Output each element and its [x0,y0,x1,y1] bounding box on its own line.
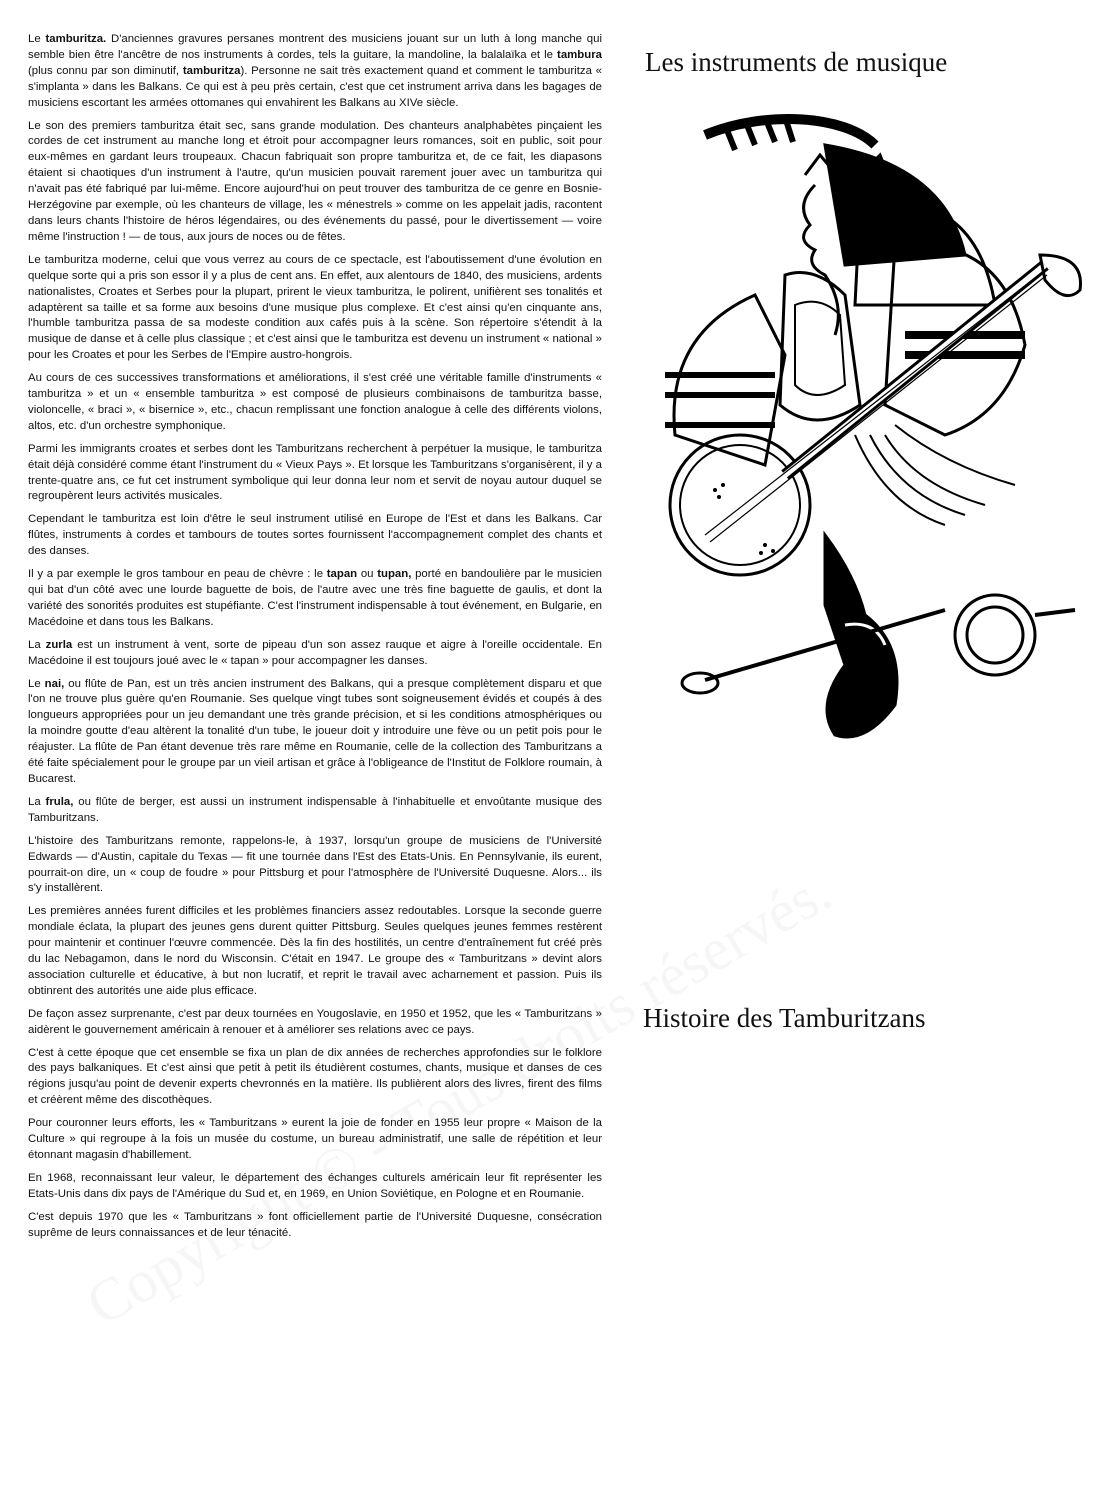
paragraph [28,795,602,827]
paragraph [28,567,602,631]
text-run: Pour couronner leurs efforts, les « Tamburitzans » eurent la joie de fonder en 1955 leur propre « Maison de la Culture » qui regroupe à la fois un musée du costume, un bureau administratif, une salle de répétition et leur étonnant magasin d'habillement. [28,1117,602,1161]
paragraph [28,1007,602,1039]
text-run: Parmi les immigrants croates et serbes dont les Tamburitzans recherchent à perpétuer la musique, le tamburitza était déjà considéré comme étant l'instrument du « Vieux Pays ». Et lorsque les Tamburitzans s'organisèrent, il y a trente-quatre ans, ce fut cet instrument symbolique qui leur donna leur nom et servit de noyau autour duquel se regroupèrent leurs activités musicales. [28,442,602,503]
paragraph [28,512,602,560]
text-run: Le [28,677,45,690]
text-run: Les premières années furent difficiles et les problèmes financiers assez redoutables. Lorsque la seconde guerre mondiale éclata, la plupart des jeunes gens durent quitter Pittsburg. Seules quelques jeunes femmes restèrent pour maintenir et continuer l'œuvre commencée. Dès la fin des hostilités, un centre d'entraînement fut créé près du lac Nebagamon, dans le nord du Wisconsin. C'était en 1947. Le groupe des « Tamburitzans » devint alors association culturelle et éducative, à but non lucratif, et reprit le travail avec acharnement et passion. Puis ils obtinrent des autorités une aide plus efficace. [28,905,602,997]
text-run: La [28,638,46,651]
paragraph [28,119,602,246]
paragraph [28,904,602,999]
paragraph [28,1116,602,1164]
text-run: ). Personne ne sait très exactement quand et comment le tamburitza « s'implanta » dans les Balkans. Ce qui est à peu près certain, c'est que cet instrument arriva dans les bagages de musiciens escortant les armées ottomanes qui envahirent les Balkans au XIVe siècle. [28,64,602,109]
bold-term: tapan [326,568,358,581]
text-run: Au cours de ces successives transformations et améliorations, il s'est créé une véritable famille d'instruments « tamburitza » et un « ensemble tamburitza » est composé de plusieurs combinaisons de tamburitza basse, violoncelle, « braci », « bisernice », etc., chacun remplissant une fonction analogue à celle des différents violons, altos, etc. d'un orchestre symphonique. [28,372,602,432]
paragraph [28,442,602,506]
text-run: C'est à cette époque que cet ensemble se fixa un plan de dix années de recherches approfondies sur le folklore des pays balkaniques. Et c'est ainsi que petit à petit ils étudièrent costumes, chants, musique et danses de ces régions jusqu'au point de devenir experts chevronnés en la matière. Ils publièrent alors des livres, firent des films et créèrent même des discothèques. [28,1046,602,1107]
musician-illustration [645,105,1095,755]
text-run: De façon assez surprenante, c'est par deux tournées en Yougoslavie, en 1950 et 1952, que les « Tamburitzans » aidèrent le gouvernement américain à renouer et à améliorer ses relations avec ce pays. [28,1007,602,1036]
text-run: L'histoire des Tamburitzans remonte, rappelons-le, à 1937, lorsqu'un groupe de musiciens de l'Université Edwards — d'Austin, capitale du Texas — fit une tournée dans l'Est des Etats-Unis. En Pennsylvanie, ils eurent, pourrait-on dire, un « coup de foudre » pour Pittsburg et pour l'atmosphère de l'Université Duquesne. Alors... ils s'y installèrent. [28,834,602,895]
article-text-column [28,32,602,1249]
paragraph [28,1171,602,1203]
paragraph [28,1210,602,1242]
paragraph [28,1046,602,1110]
text-run: Cependant le tamburitza est loin d'être le seul instrument utilisé en Europe de l'Est et dans les Balkans. Car flûtes, instruments à cordes et tambours de toutes sortes fournissent l'accompagnement complet des chants et des danses. [28,513,602,558]
text-run: ou flûte de berger, est aussi un instrument indispensable à l'inhabituelle et envoûtante musique des Tamburitzans. [28,795,602,824]
bold-term: tupan, [377,568,412,581]
text-run: porté en bandoulière par le musicien qui bat d'un côté avec une lourde baguette de bois, de l'autre avec une très fine baguette de gaulis, et dont la variété des sonorités produites est stupéfiante. C'est l'instrument indispensable à tout événement, en Bulgarie, en Macédoine et dans tous les Balkans. [28,568,603,628]
paragraph [28,834,602,898]
bold-term: tamburitza. [45,33,107,45]
text-run: ou flûte de Pan, est un très ancien instrument des Balkans, qui a presque complètement disparu et que l'on ne trouve plus guère qu'en Roumanie. Ses quelque vingt tubes sont soigneusement évidés et coupés à des longueurs appropriées pour un jeu demandant une très grande précision, et si les conditions atmosphériques ou la moindre goutte d'eau altèrent la tonalité d'un tube, le joueur doit y introduire une fève ou un petit pois pour le réajuster. La flûte de Pan étant devenue très rare même en Roumanie, celle de la collection des Tamburitzans a été faite spécialement pour le groupe par un vieil artisan et grâce à l'obligeance de l'Institut de Folklore roumain, à Bucarest. [28,677,602,785]
text-run: ou [357,568,378,581]
text-run: C'est depuis 1970 que les « Tamburitzans » font officiellement partie de l'Université Duquesne, consécration suprême de leurs connaissances et de leur ténacité. [28,1210,602,1239]
heading-histoire: Histoire des Tamburitzans [643,1003,926,1033]
paragraph [28,32,602,112]
bold-term: tambura [557,48,602,61]
paragraph [28,371,602,435]
text-run: (plus connu par son diminutif, [28,64,183,77]
bold-term: tamburitza [182,64,241,77]
paragraph [28,638,602,670]
text-run: D'anciennes gravures persanes montrent des musiciens jouant sur un luth à long manche qui semble bien être l'ancêtre de nos instruments à cordes, tels la guitare, la mandoline, la balalaïka et le [28,33,602,61]
text-run: Il y a par exemple le gros tambour en peau de chèvre : le [28,568,327,581]
text-run: Le tamburitza moderne, celui que vous verrez au cours de ce spectacle, est l'aboutissement d'une évolution en quelque sorte qui a pris son essor il y a plus de cent ans. En effet, aux alentours de 1840, des musiciens, ardents nationalistes, Croates et Serbes pour la plupart, prirent le vieux tamburitza, le polirent, unifièrent ses tonalités et adaptèrent sa taille et sa forme aux besoins d'une musique plus complexe. Et c'est ainsi qu'en cinquante ans, l'humble tamburitza passa de sa modeste condition aux cafés puis à la scène. Son répertoire s'étendit à la musique de danse et à celle plus classique ; et c'est ainsi que le tamburitza est devenu un instrument « national » pour les Croates et pour les Serbes de l'Empire austro-hongrois. [28,253,602,362]
bold-term: nai, [44,677,65,690]
paragraph [28,253,602,364]
text-run: Le [28,33,46,45]
bold-term: frula, [45,795,74,808]
text-run: La [28,795,46,808]
heading-instruments: Les instruments de musique [645,47,948,77]
bold-term: zurla [45,638,73,651]
text-run: est un instrument à vent, sorte de pipeau d'un son assez rauque et aigre à l'oreille occidentale. En Macédoine il est toujours joué avec le « tapan » pour accompagner les danses. [28,638,602,667]
text-run: En 1968, reconnaissant leur valeur, le département des échanges culturels américain leur fit représenter les Etats-Unis dans dix pays de l'Amérique du Sud et, en 1969, en Union Soviétique, en Pologne et en Roumanie. [28,1171,602,1200]
paragraph [28,677,602,788]
text-run: Le son des premiers tamburitza était sec, sans grande modulation. Des chanteurs analphabètes pinçaient les cordes de cet instrument au manche long et étroit pour accompagner leurs romances, soit en public, soit pour eux-mêmes en gardant leurs troupeaux. Chacun fabriquait son propre tamburitza et, de ce fait, les diapasons étaient si chaotiques d'un instrument à l'autre, qu'un musicien pouvait rarement jouer avec un tamburitza qui n'avait pas été fabriqué par lui-même. Encore aujourd'hui on peut trouver des tamburitza de ce genre en Bosnie-Herzégovine par exemple, où les chanteurs de village, les « ménestrels » comme on les appelait jadis, racontent dans leurs chants l'histoire de héros légendaires, ou des événements du passé, pour le divertissement — voire même l'instruction ! — de tous, aux jours de noces ou de fêtes. [28,119,602,243]
